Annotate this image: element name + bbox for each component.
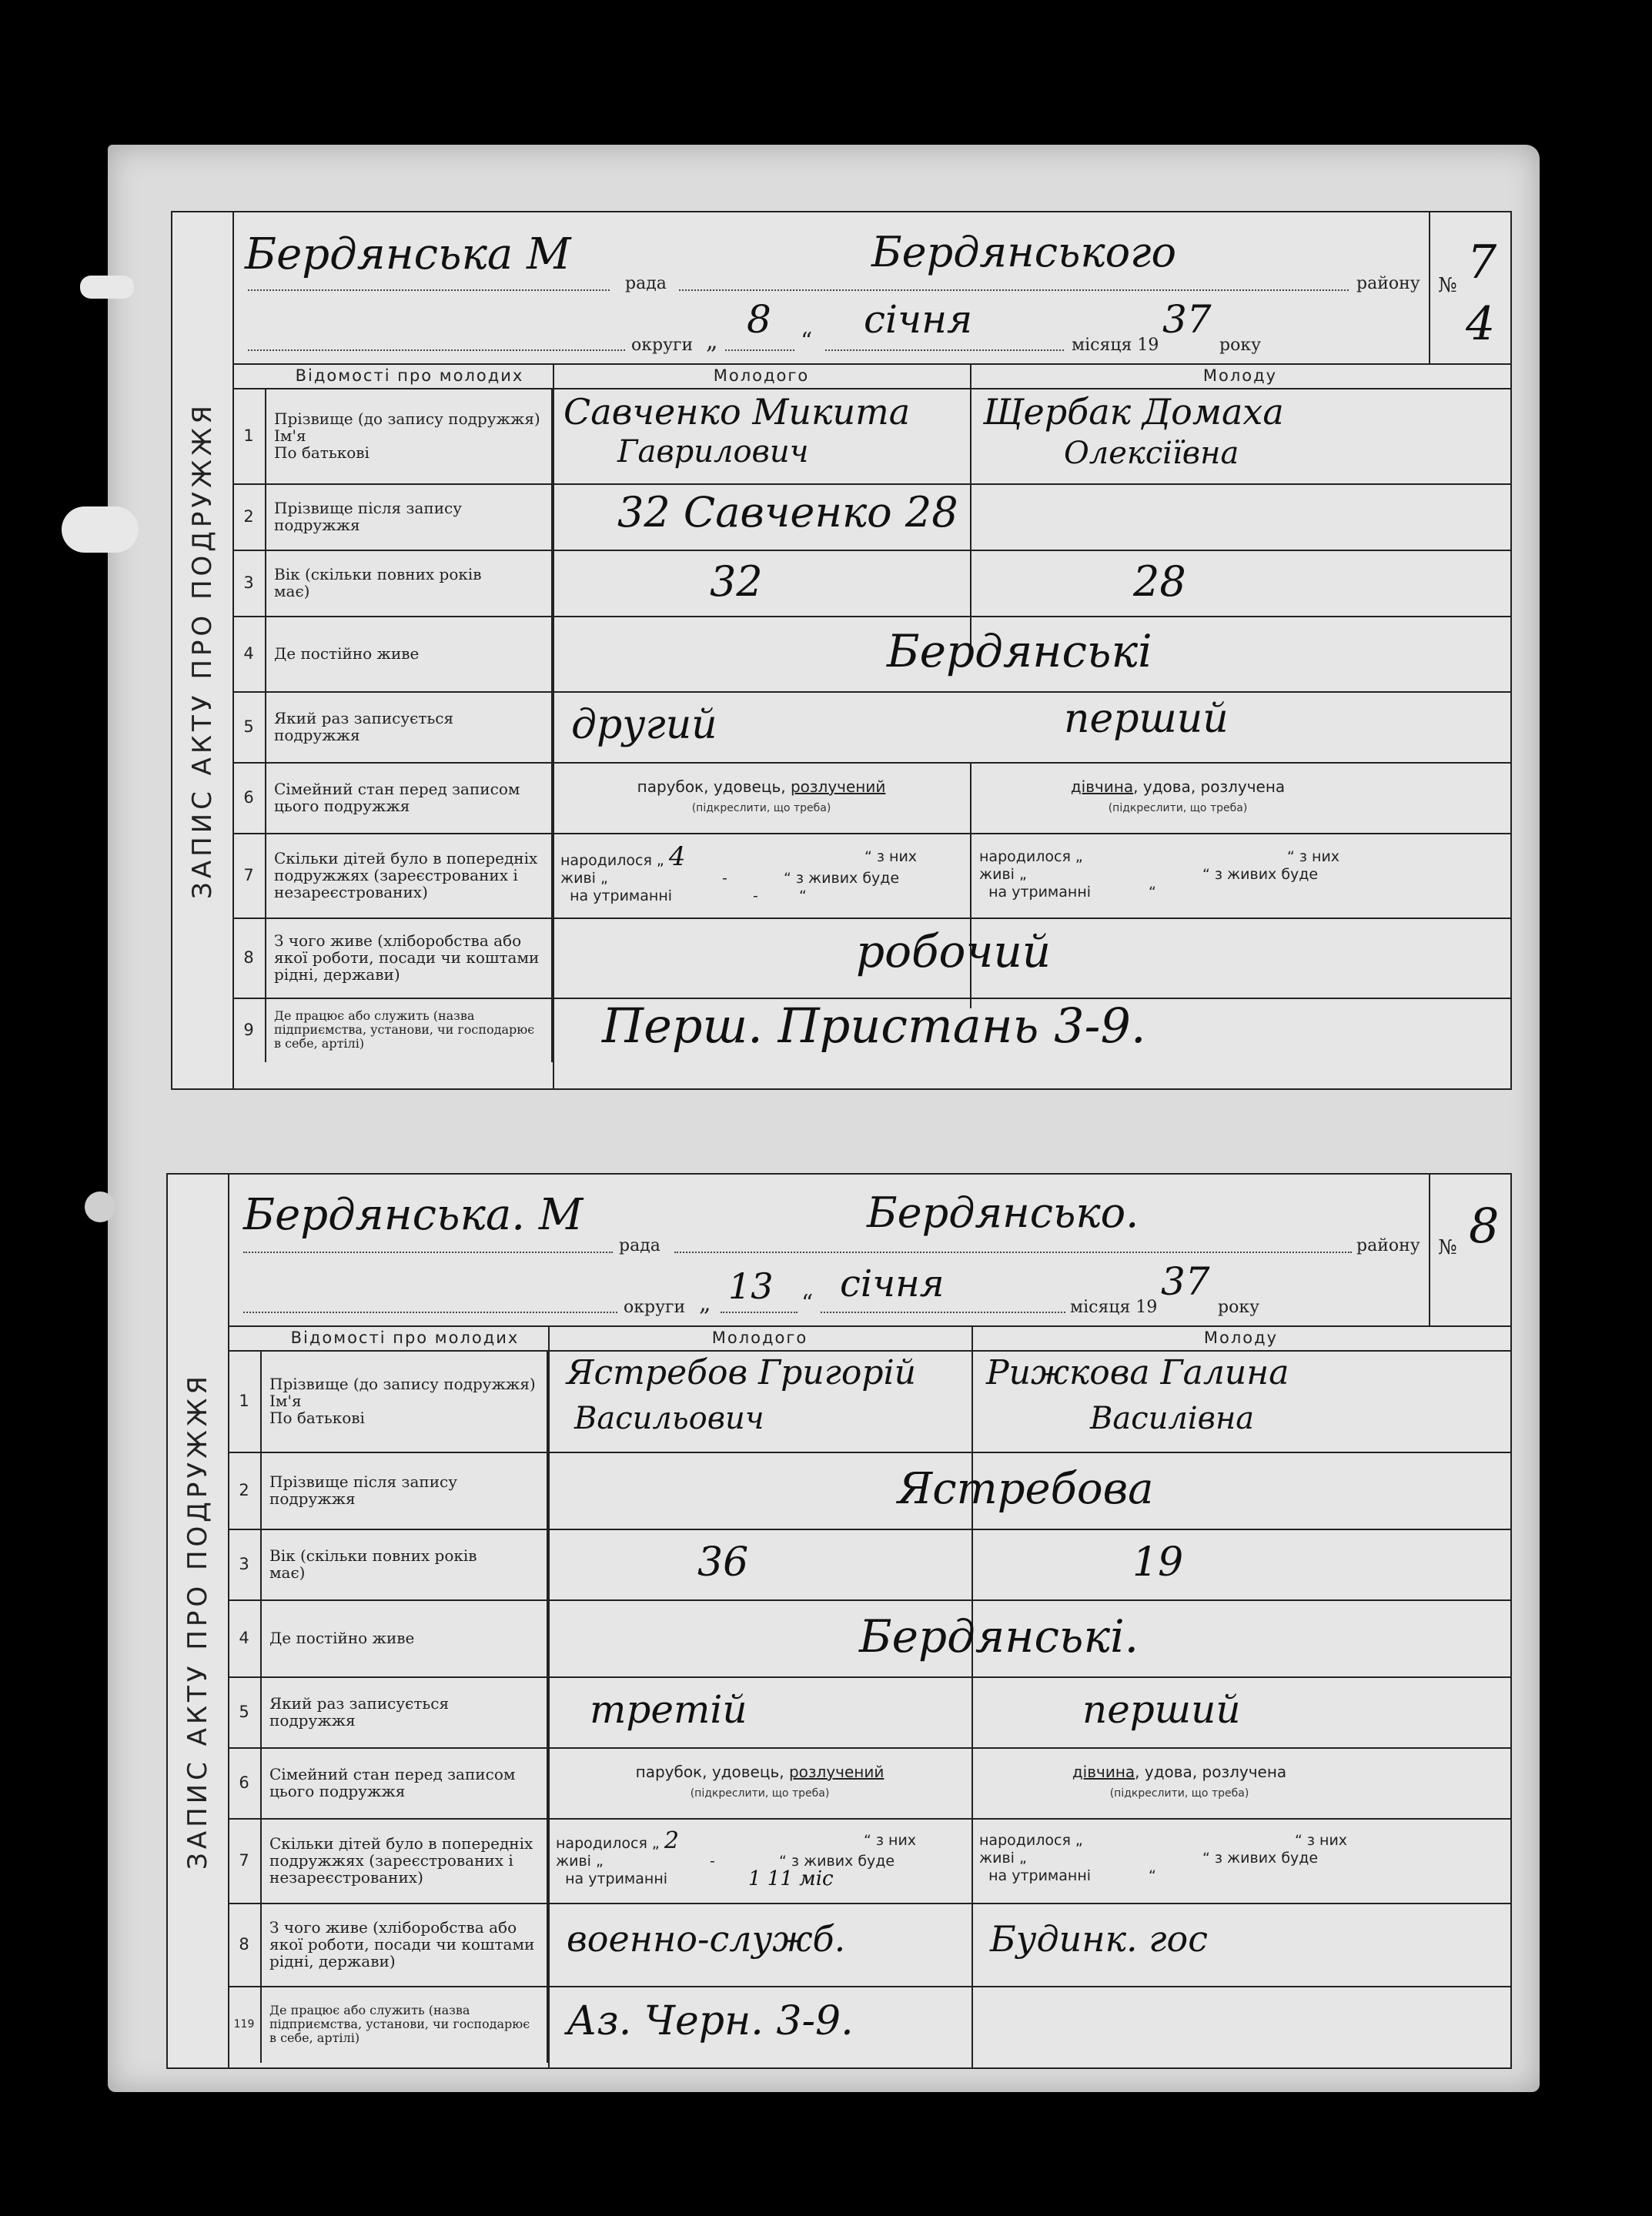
groom-patronymic: Гаврилович (617, 434, 809, 470)
row-9: 119 Де працює або служить (назва підприємства, установи, чи господарює в себе, артілі) Аз. Черн. 3-9. (228, 1986, 1510, 2063)
day-value: 8 (747, 297, 771, 342)
bride-name: Щербак Домаха (983, 391, 1284, 433)
row-4: 4 Де постійно живе Бердянські. (228, 1599, 1510, 1678)
occupation: робочий (856, 925, 1052, 978)
col-groom: Молодого (711, 1329, 808, 1347)
rada-value: Бердянська М (245, 229, 571, 279)
col-info: Відомості про молодих (295, 366, 524, 385)
row-6: 6 Сімейний стан перед записом цього подружжя парубок, удовець, розлучений (підкреслити, що треба) дівчина, удова, розлучена (підкреслити, що треба) (228, 1747, 1510, 1820)
residence: Бердянські. (859, 1610, 1139, 1663)
side-title: ЗАПИС АКТУ ПРО ПОДРУЖЖЯ (187, 402, 218, 899)
groom-marriage-count: другий (571, 702, 717, 748)
row-6: 6 Сімейний стан перед записом цього подружжя парубок, удовець, розлучений (підкреслити, що треба) дівчина, удова, розлучена (підкреслити, що треба) (232, 762, 1510, 834)
side-title-strip (172, 212, 234, 1088)
groom-patronymic: Васильович (574, 1401, 764, 1436)
groom-status: парубок, удовець, розлучений (635, 1763, 885, 1781)
year-label: року (1219, 336, 1262, 355)
bride-patronymic: Олексіївна (1064, 436, 1239, 471)
side-title: ЗАПИС АКТУ ПРО ПОДРУЖЖЯ (182, 1372, 213, 1870)
record-number: 7 (1467, 236, 1497, 289)
bride-age: 19 (1132, 1539, 1184, 1586)
side-title-strip (168, 1175, 229, 2067)
row-3: 3 Вік (скільки повних років має) 32 28 (232, 550, 1510, 617)
row-7: 7 Скільки дітей було в попередніх подружжях (зареєстрованих і незареєстрованих) народилося „ 2 “ з них живі „ - “ з живих буде на утриманні 1 11 міс народилося „ “ з них живі „ “ з живих буде на утриманні “ (228, 1818, 1510, 1904)
number-label: № (1438, 274, 1457, 297)
year-value: 37 (1161, 1259, 1210, 1304)
residence: Бердянські (887, 625, 1152, 677)
bride-age: 28 (1133, 557, 1186, 606)
bride-patronymic: Василівна (1090, 1401, 1255, 1436)
groom-marriage-count: третій (590, 1687, 747, 1732)
rada-value: Бердянська. М (243, 1190, 584, 1240)
binding-thread (85, 1192, 115, 1222)
bride-status-hint: (підкреслити, що треба) (1109, 1787, 1249, 1800)
record-number: 8 (1469, 1198, 1500, 1254)
workplace: Аз. Черн. 3-9. (567, 1998, 854, 2044)
col-groom: Молодого (713, 366, 810, 385)
row-5: 5 Який раз записується подружжя другий перший (232, 691, 1510, 764)
row-3: 3 Вік (скільки повних років має) 36 19 (228, 1529, 1510, 1601)
groom-status-hint: (підкреслити, що треба) (691, 802, 831, 814)
col-bride: Молоду (1203, 1329, 1279, 1347)
row-1: 1 Прізвище (до запису подружжя) Ім'я По батькові Савченко Микита Гаврилович Щербак Домаха Олексіївна (232, 388, 1510, 485)
bride-marriage-count: перший (1082, 1687, 1241, 1732)
column-headers (228, 1325, 1510, 1352)
groom-children: народилося „ 2 “ з них живі „ - “ з живих буде на утриманні 1 11 міс (556, 1827, 917, 1890)
marriage-record-2 (166, 1173, 1512, 2069)
row-8: 8 З чого живе (хліборобства або якої роботи, посади чи коштами рідні, держави) военно-служб. Будинк. гос (228, 1903, 1510, 1987)
register-page (108, 145, 1540, 2092)
row-2: 2 Прізвище після запису подружжя 32 Савченко 28 (232, 483, 1510, 551)
groom-age: 36 (697, 1539, 749, 1586)
groom-occupation: военно-служб. (567, 1918, 846, 1960)
month-value: січня (864, 297, 973, 342)
groom-born: 2 (664, 1827, 679, 1854)
month-label: місяця 19 (1070, 1298, 1158, 1317)
record-table (228, 1325, 1510, 2067)
marriage-record-1 (171, 211, 1512, 1090)
record-header: Бердянська. М рада Бердянсько. району округи „ 13 “ січня місяця 19 37 року № 8 (228, 1175, 1510, 1327)
record-number-sub: 4 (1466, 297, 1496, 351)
bride-status-hint: (підкреслити, що треба) (1108, 802, 1248, 814)
bride-occupation: Будинк. гос (990, 1918, 1208, 1960)
groom-name: Ястребов Григорій (567, 1353, 916, 1392)
rada-label: рада (625, 274, 667, 293)
rayon-value: Бердянсько. (867, 1188, 1139, 1237)
groom-name: Савченко Микита (563, 391, 911, 433)
groom-status-hint: (підкреслити, що треба) (690, 1787, 830, 1800)
rayon-label: району (1356, 274, 1420, 293)
okrugy-label: округи (624, 1298, 686, 1317)
row-9: 9 Де працює або служить (назва підприємства, установи, чи господарює в себе, артілі) Перш. Пристань 3-9. (232, 998, 1510, 1062)
rayon-label: району (1356, 1236, 1420, 1255)
rada-label: рада (619, 1236, 660, 1255)
year-label: року (1218, 1298, 1260, 1317)
day-value: 13 (728, 1265, 774, 1307)
rayon-value: Бердянського (871, 228, 1176, 276)
record-number-box (1429, 212, 1510, 363)
year-value: 37 (1162, 297, 1212, 342)
month-label: місяця 19 (1072, 336, 1159, 355)
bride-marriage-count: перший (1064, 696, 1229, 742)
bride-status: дівчина, удова, розлучена (1072, 1763, 1287, 1781)
bride-children: народилося „ “ з них живі „ “ з живих буде на утриманні “ (979, 1832, 1348, 1884)
binding-thread (80, 276, 134, 299)
surname-after: Ястребова (898, 1464, 1154, 1514)
record-table (232, 363, 1510, 1088)
number-label: № (1438, 1236, 1457, 1259)
month-value: січня (840, 1262, 945, 1305)
col-bride: Молоду (1202, 366, 1278, 385)
row-5: 5 Який раз записується подружжя третій перший (228, 1676, 1510, 1749)
surname-after: 32 Савченко 28 (617, 488, 958, 536)
groom-children: народилося „ 4 “ з них живі „ - “ з живих буде на утриманні - “ (560, 841, 918, 904)
groom-age: 32 (710, 557, 763, 606)
bride-status: дівчина, удова, розлучена (1070, 777, 1286, 796)
row-8: 8 З чого живе (хліборобства або якої роботи, посади чи коштами рідні, держави) робочий (232, 917, 1510, 999)
column-headers (232, 363, 1510, 389)
workplace: Перш. Пристань 3-9. (602, 998, 1146, 1054)
row-7: 7 Скільки дітей було в попередніх подружжях (зареєстрованих і незареєстрованих) народилося „ 4 “ з них живі „ - “ з живих буде на утриманні - “ народилося „ “ з них живі „ “ з живих буде на утриманні “ (232, 833, 1510, 919)
bride-name: Рижкова Галина (986, 1353, 1289, 1392)
record-number-box (1429, 1175, 1510, 1325)
row-1: 1 Прізвище (до запису подружжя) Ім'я По батькові Ястребов Григорій Васильович Рижкова Галина Василівна (228, 1350, 1510, 1453)
groom-status: парубок, удовець, розлучений (637, 777, 886, 796)
okrugy-label: округи (631, 336, 694, 355)
record-header: Бердянська М рада Бердянського району округи „ 8 “ січня місяця 19 37 року № 7 4 (232, 212, 1510, 365)
row-2: 2 Прізвище після запису подружжя Ястребова (228, 1452, 1510, 1530)
bride-children: народилося „ “ з них живі „ “ з живих буде на утриманні “ (979, 848, 1340, 901)
col-info: Відомості про молодих (290, 1329, 520, 1347)
binding-thread (62, 506, 139, 553)
stamp-number: 119 (228, 1986, 262, 2063)
row-4: 4 Де постійно живе Бердянські (232, 616, 1510, 693)
groom-born: 4 (668, 841, 686, 872)
